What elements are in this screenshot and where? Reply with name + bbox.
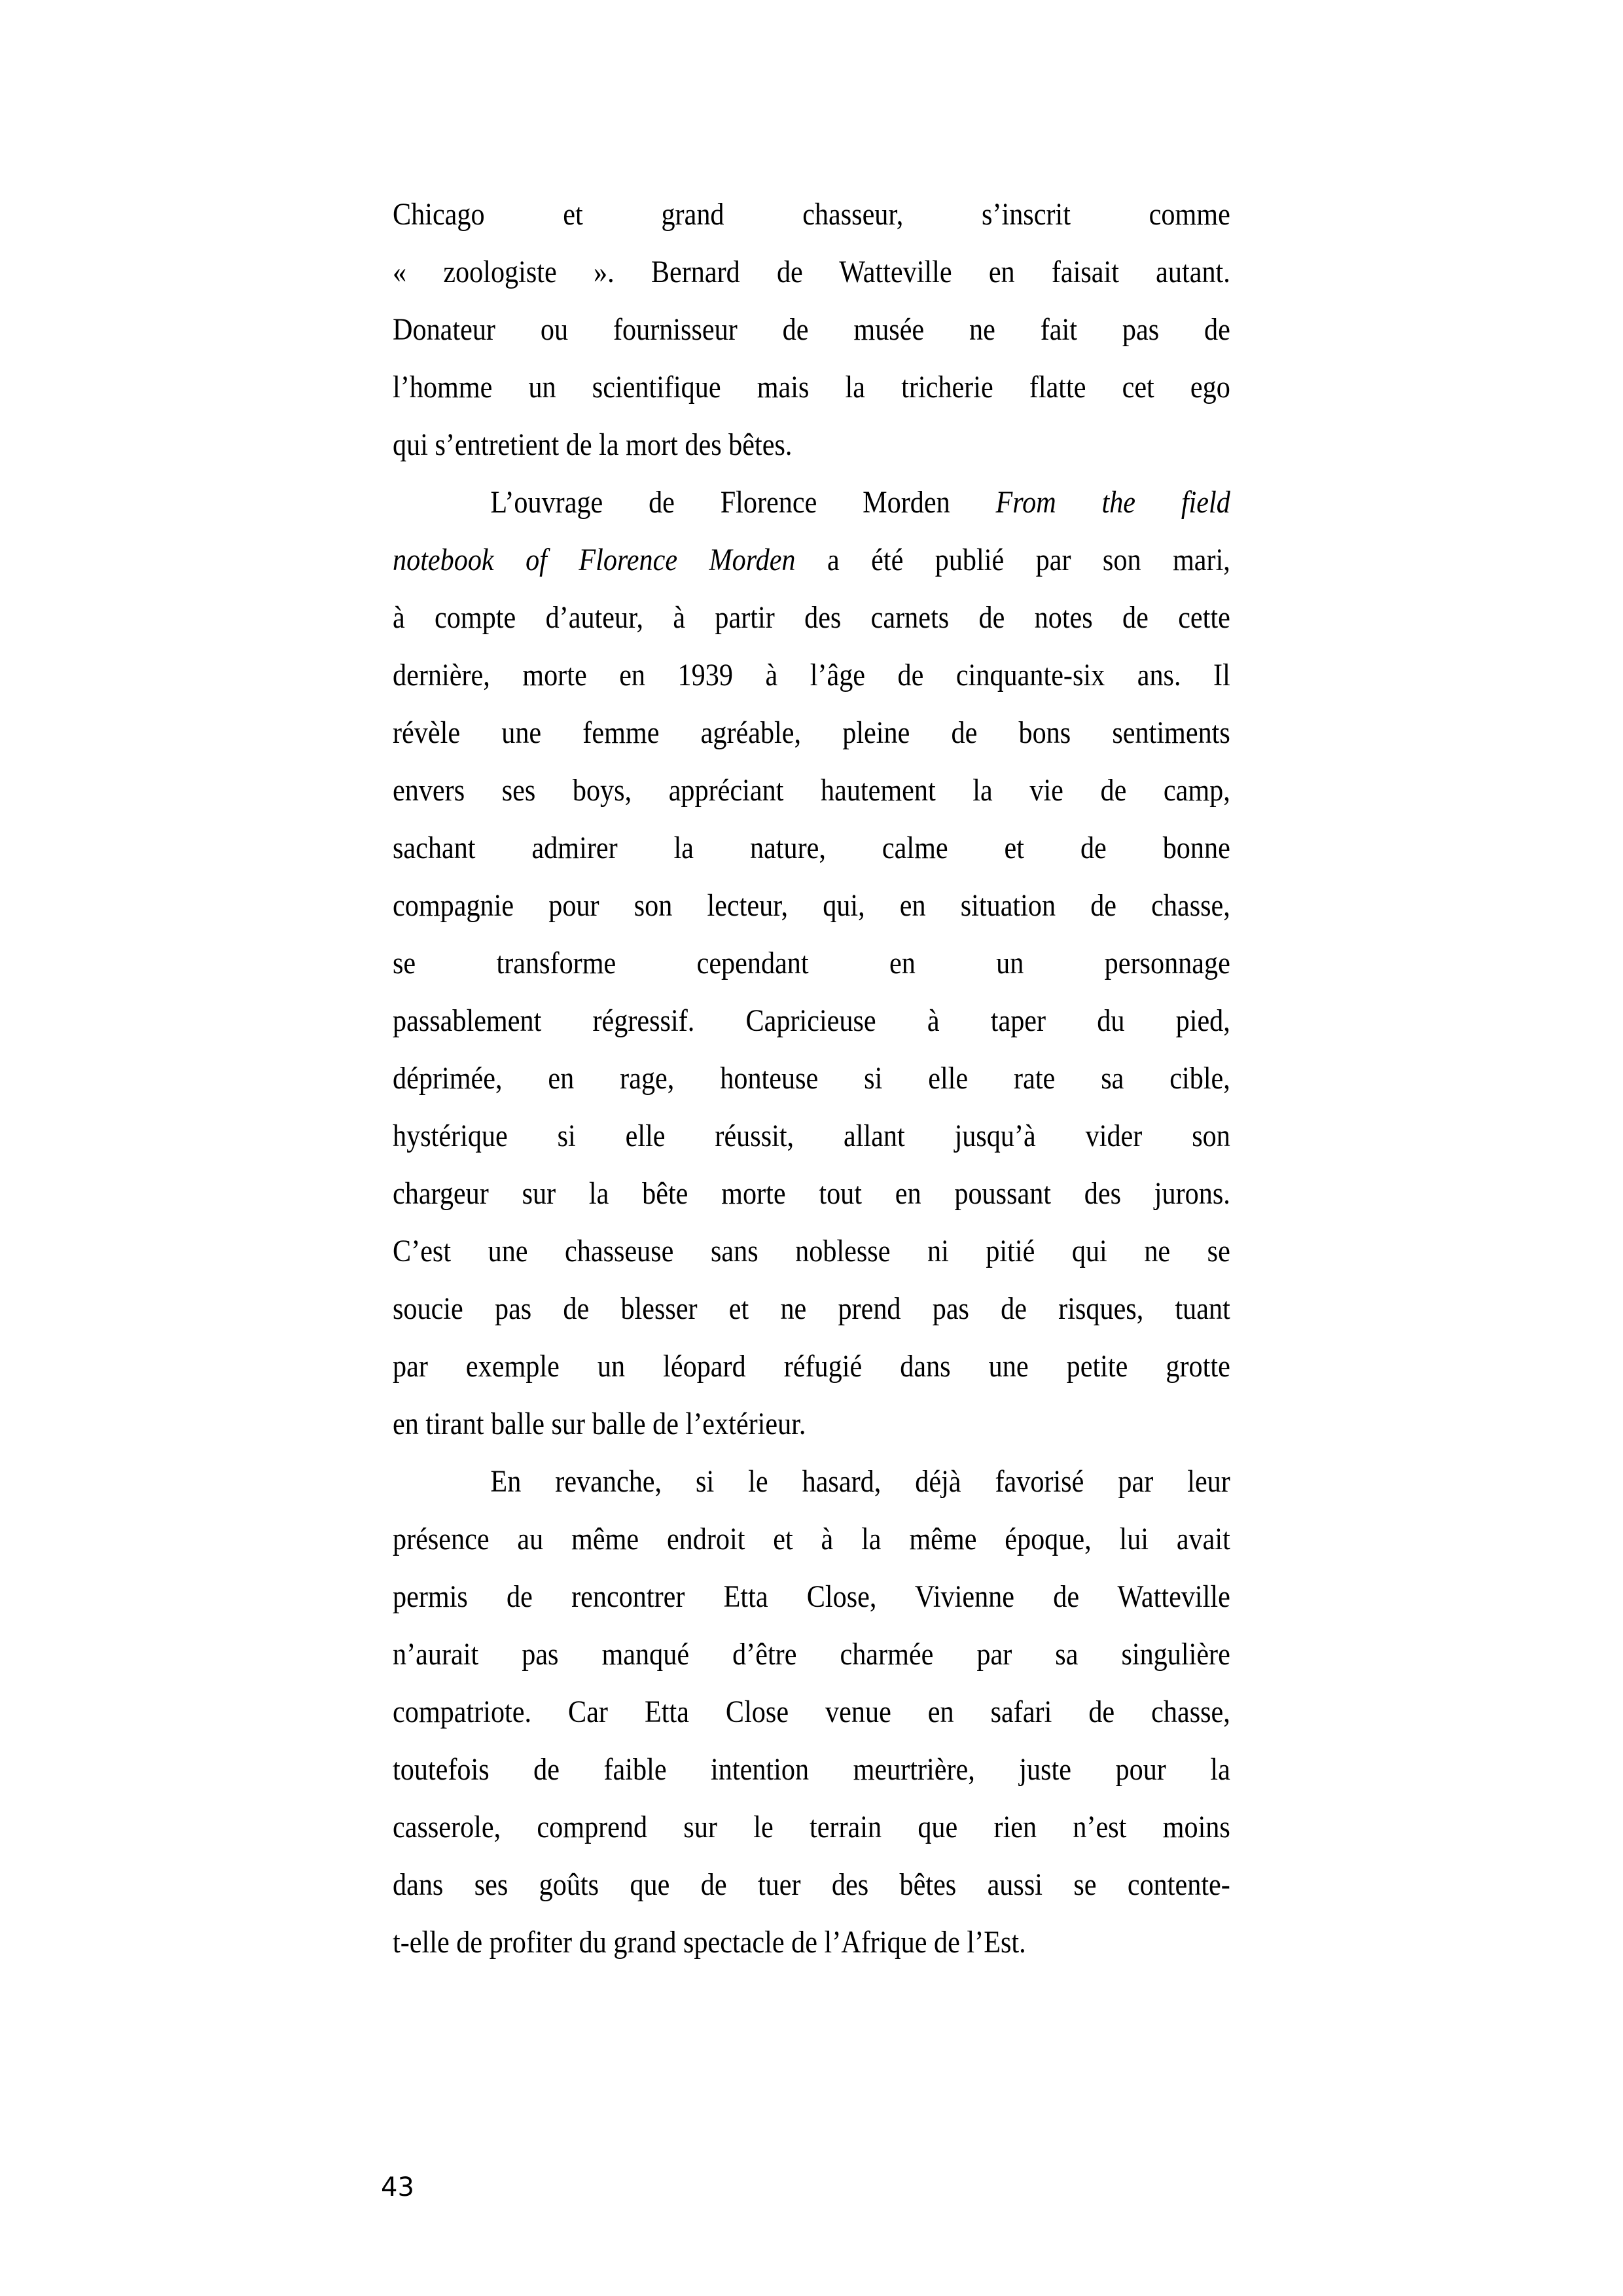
text-line: dans ses goûts que de tuer des bêtes aussi se contente-	[393, 1867, 1230, 1902]
text-line: passablement régressif. Capricieuse à taper du pied,	[393, 1003, 1230, 1038]
text-line	[393, 531, 1230, 589]
text-line: sachant admirer la nature, calme et de bonne	[393, 831, 1230, 865]
text-line: casserole, comprend sur le terrain que rien n’est moins	[393, 1810, 1230, 1844]
text-line: t-elle de profiter du grand spectacle de l’Afrique de l’Est.	[393, 1925, 1026, 1960]
text-line	[393, 474, 1230, 531]
text-line: se transforme cependant en un personnage	[393, 946, 1230, 980]
text-line: envers ses boys, appréciant hautement la vie de camp,	[393, 773, 1230, 808]
text-line: à compte d’auteur, à partir des carnets de notes de cette	[393, 600, 1230, 635]
text-line: n’aurait pas manqué d’être charmée par sa singulière	[393, 1637, 1230, 1672]
text-line: compatriote. Car Etta Close venue en safari de chasse,	[393, 1695, 1230, 1729]
text-line: présence au même endroit et à la même époque, lui avait	[393, 1522, 1230, 1556]
page-number: 43	[381, 2172, 414, 2202]
text-line: dernière, morte en 1939 à l’âge de cinquante-six ans. Il	[393, 658, 1230, 692]
text-line: toutefois de faible intention meurtrière, juste pour la	[393, 1752, 1230, 1787]
text-line: hystérique si elle réussit, allant jusqu’à vider son	[393, 1119, 1230, 1153]
line-segment: a été publié par son mari,	[795, 543, 1230, 577]
text-line: qui s’entretient de la mort des bêtes.	[393, 427, 793, 462]
text-line: « zoologiste ». Bernard de Watteville en faisait autant.	[393, 255, 1230, 289]
text-line: Donateur ou fournisseur de musée ne fait pas de	[393, 312, 1230, 347]
text-line: compagnie pour son lecteur, qui, en situation de chasse,	[393, 888, 1230, 923]
line-segment: L’ouvrage de Florence Morden	[490, 485, 996, 520]
text-line: C’est une chasseuse sans noblesse ni pitié qui ne se	[393, 1234, 1230, 1268]
text-line: permis de rencontrer Etta Close, Vivienne de Watteville	[393, 1579, 1230, 1614]
text-line: déprimée, en rage, honteuse si elle rate sa cible,	[393, 1061, 1230, 1096]
text-line: En revanche, si le hasard, déjà favorisé par leur	[490, 1464, 1230, 1499]
text-line: chargeur sur la bête morte tout en poussant des jurons.	[393, 1176, 1230, 1211]
text-line: par exemple un léopard réfugié dans une petite grotte	[393, 1349, 1230, 1384]
line-segment-italic: notebook of Florence Morden	[393, 543, 796, 577]
text-line: Chicago et grand chasseur, s’inscrit comme	[393, 197, 1230, 232]
text-line: en tirant balle sur balle de l’extérieur.	[393, 1407, 806, 1441]
text-line: soucie pas de blesser et ne prend pas de risques, tuant	[393, 1291, 1230, 1326]
text-line: l’homme un scientifique mais la tricherie flatte cet ego	[393, 370, 1230, 404]
text-line: révèle une femme agréable, pleine de bons sentiments	[393, 715, 1230, 750]
line-segment-italic: From the field	[995, 485, 1230, 520]
text-block	[393, 186, 1230, 1971]
